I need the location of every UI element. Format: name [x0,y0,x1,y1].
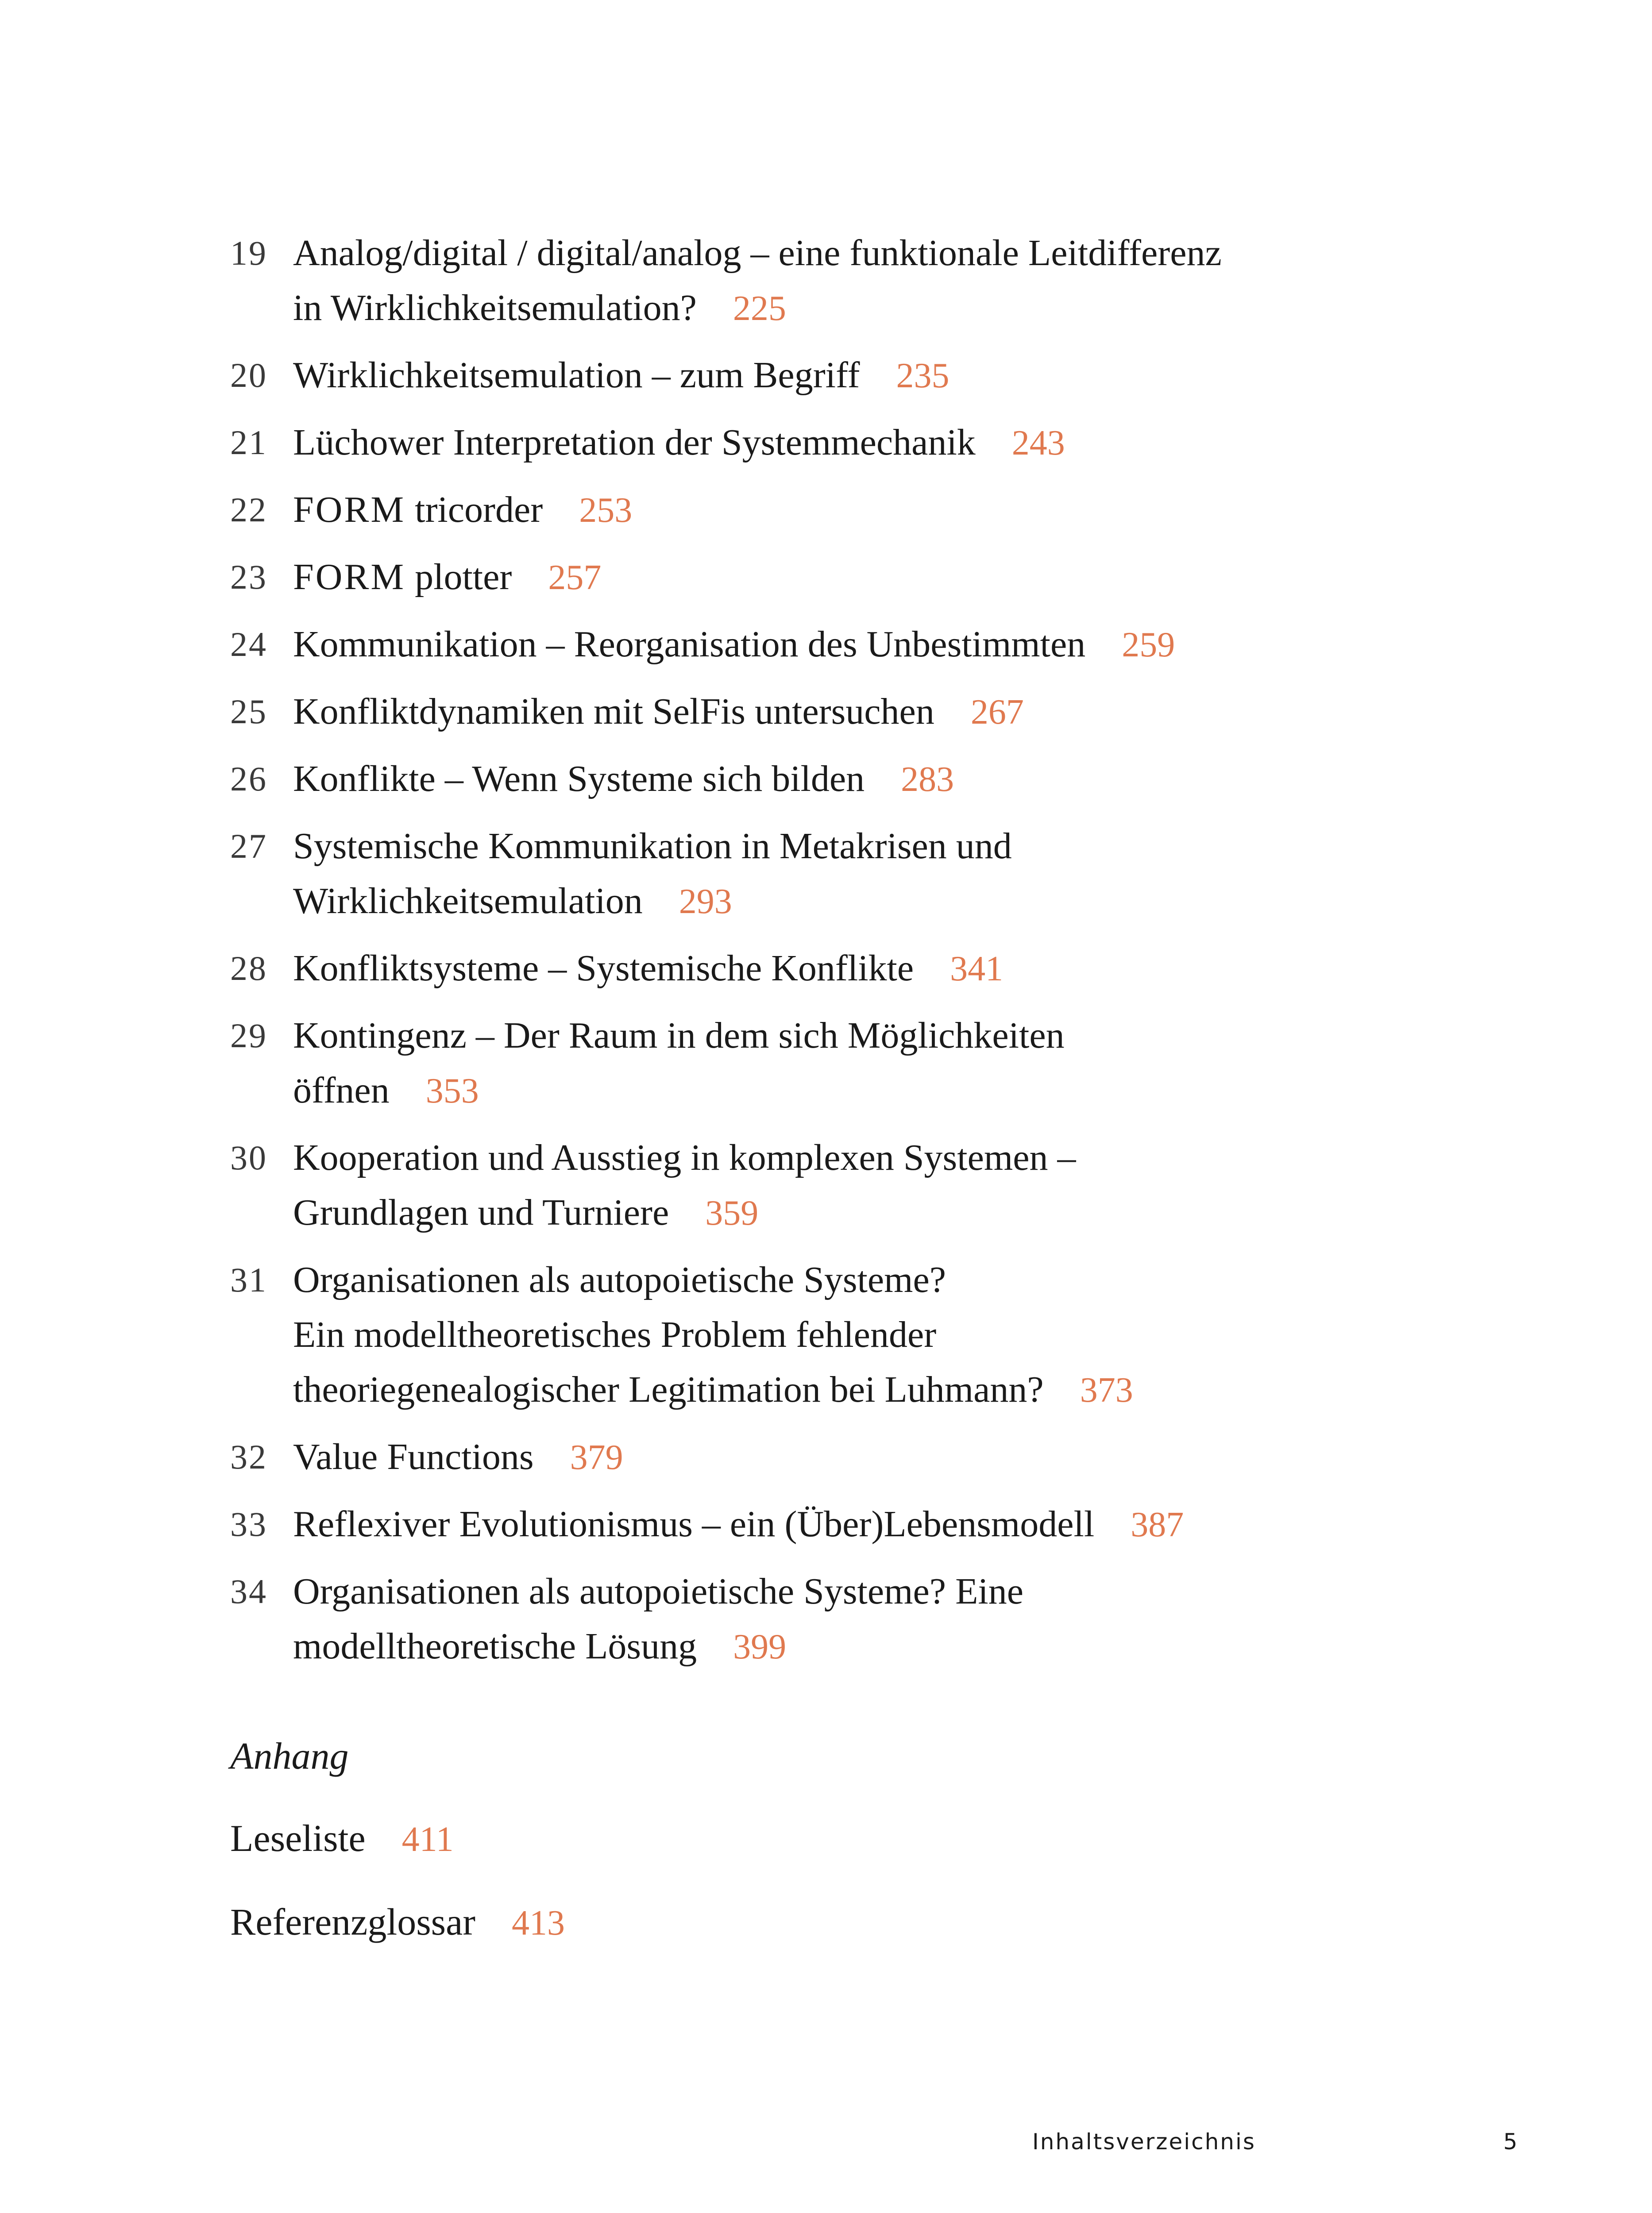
toc-entry-page: 267 [970,693,1024,732]
toc-entry-prefix: FORM [293,556,406,598]
toc-entry-title-line [293,1430,1558,1485]
appendix-item-title: Leseliste [230,1817,366,1859]
toc-entry-page: 341 [950,949,1004,988]
footer-section-title: Inhaltsverzeichnis [1032,2129,1256,2155]
toc-entry-title-text: Konfliktdynamiken mit SelFis untersuchen [293,691,934,732]
toc-entry-prefix: FORM [293,489,406,530]
toc-entry-number: 25 [230,692,267,731]
toc-entry[interactable] [230,1497,1558,1552]
appendix-item-page: 413 [511,1904,565,1943]
toc-entry-title-text: Kooperation und Ausstieg in komplexen Systemen – [293,1137,1076,1178]
toc-entry[interactable] [230,348,1558,403]
toc-entry-page: 243 [1011,424,1065,463]
toc-entry-title-line [293,550,1558,605]
toc-entry[interactable] [230,1253,1558,1418]
toc-entry-title-text: Systemische Kommunikation in Metakrisen und [293,825,1012,867]
toc-entry[interactable] [230,415,1558,470]
toc-entry-number: 24 [230,625,267,663]
toc-entry-number: 34 [230,1572,267,1611]
appendix-item-page: 411 [401,1820,454,1859]
toc-entry-title-line [293,1619,1558,1674]
toc-entry-title-line [293,1063,1558,1118]
toc-entry-title-line [293,617,1558,672]
toc-entry-page: 399 [733,1627,787,1666]
toc-entry-title-line [293,1253,1558,1307]
toc-entry-title-text: theoriegenealogischer Legitimation bei Luhmann? [293,1369,1044,1410]
toc-entry-title-line [293,1497,1558,1552]
toc-entry-title-line [293,1307,1558,1362]
toc-entry-title-text: plotter [415,556,512,598]
toc-entry-number: 26 [230,760,267,798]
toc-entry-title-text: Analog/digital / digital/analog – eine funktionale Leitdifferenz [293,232,1222,274]
toc-entry[interactable] [230,1008,1558,1118]
appendix-item-title: Referenzglossar [230,1901,475,1943]
toc-entry-title-text: tricorder [415,489,543,530]
toc-entry-number: 23 [230,558,267,596]
toc-entry-title-text: Konflikte – Wenn Systeme sich bilden [293,758,865,799]
toc-entry-title-line [293,874,1558,929]
toc-entry-title-line [293,1185,1558,1241]
toc-entry[interactable] [230,550,1558,605]
toc-entry[interactable] [230,226,1558,336]
toc-entry-number: 20 [230,356,267,394]
toc-entry-title-text: Konfliktsysteme – Systemische Konflikte [293,948,914,989]
toc-entry-number: 29 [230,1016,267,1055]
toc-entry-page: 259 [1122,625,1175,664]
toc-entry-number: 19 [230,234,267,272]
toc-entry-number: 33 [230,1505,267,1543]
toc-entry-number: 31 [230,1261,267,1299]
toc-entry-number: 30 [230,1138,267,1177]
toc-entry-page: 379 [570,1438,623,1477]
toc-entry[interactable] [230,617,1558,672]
toc-entry-title-text: Kommunikation – Reorganisation des Unbestimmten [293,624,1086,665]
toc-entry-number: 32 [230,1438,267,1476]
appendix-heading: Anhang [230,1735,349,1777]
toc-entry-number: 27 [230,827,267,865]
toc-entry[interactable] [230,1130,1558,1241]
toc-entry-title-line [293,819,1558,874]
toc-entry-page: 293 [679,882,732,921]
toc-entry-title-line [293,1008,1558,1063]
toc-entry[interactable] [230,1430,1558,1485]
toc-entry-title-line [293,348,1558,403]
toc-entry-page: 235 [896,356,950,395]
toc-entry-title-text: Reflexiver Evolutionismus – ein (Über)Lebensmodell [293,1504,1095,1545]
toc-entry[interactable] [230,1564,1558,1674]
footer-page-number: 5 [1503,2129,1517,2155]
toc-entry-title-text: Organisationen als autopoietische Systeme? Eine [293,1571,1024,1612]
toc-entry-title-line [293,226,1558,281]
toc-entry-page: 253 [579,491,633,530]
toc-entry-title-line [293,1362,1558,1418]
toc-entry-title-text: modelltheoretische Lösung [293,1626,697,1667]
toc-entry[interactable] [230,941,1558,996]
toc-entry-title-line [293,684,1558,740]
toc-entry-page: 373 [1080,1371,1133,1410]
toc-entry-title-text: Organisationen als autopoietische Systeme? [293,1259,946,1300]
toc-entry-title-line [293,941,1558,996]
toc-entry-number: 28 [230,949,267,987]
appendix-item-leseliste[interactable] [230,1811,565,1867]
toc-entry-title-text: Kontingenz – Der Raum in dem sich Möglichkeiten [293,1015,1065,1056]
toc-entry[interactable] [230,819,1558,929]
toc-entry-title-line [293,1130,1558,1185]
toc-entry-title-line [293,415,1558,470]
toc-entry-title-text: öffnen [293,1070,390,1111]
toc-entry-page: 257 [548,558,602,597]
toc-entry[interactable] [230,752,1558,807]
toc-entry[interactable] [230,684,1558,740]
toc-entry-page: 359 [705,1194,759,1233]
toc-entry-title-text: Wirklichkeitsemulation – zum Begriff [293,355,860,396]
table-of-contents [230,226,1558,1686]
toc-entry-title-line [293,752,1558,807]
toc-entry-title-line [293,482,1558,538]
appendix-item-referenzglossar[interactable] [230,1894,565,1951]
toc-entry-title-text: in Wirklichkeitsemulation? [293,287,697,328]
toc-entry-page: 283 [901,760,954,799]
toc-entry[interactable] [230,482,1558,538]
toc-entry-page: 353 [425,1072,479,1110]
toc-entry-title-text: Lüchower Interpretation der Systemmechanik [293,422,976,463]
toc-entry-title-text: Value Functions [293,1436,534,1477]
toc-entry-title-text: Ein modelltheoretisches Problem fehlender [293,1314,937,1355]
appendix-section [230,1728,565,1978]
toc-entry-title-line [293,281,1558,336]
toc-entry-title-text: Wirklichkeitsemulation [293,880,643,921]
toc-entry-title-text: Grundlagen und Turniere [293,1192,669,1233]
toc-entry-title-line [293,1564,1558,1619]
toc-entry-number: 22 [230,490,267,529]
toc-entry-page: 387 [1131,1505,1184,1544]
toc-entry-page: 225 [733,289,786,328]
toc-entry-number: 21 [230,423,267,462]
